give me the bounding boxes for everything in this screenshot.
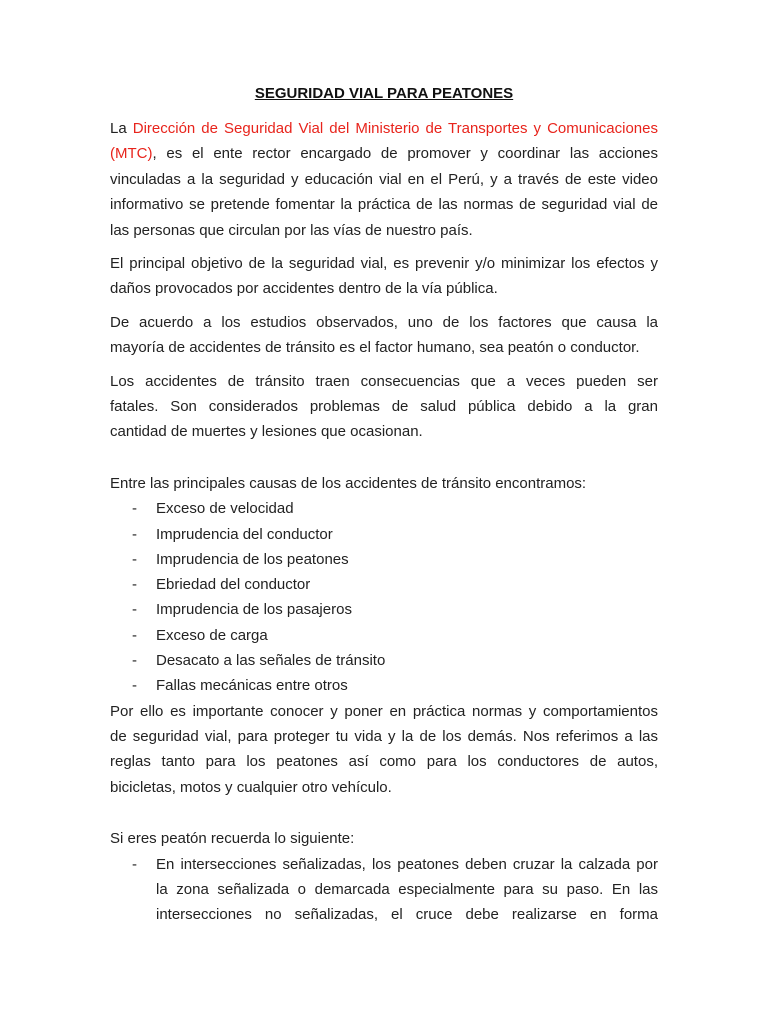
paragraph-studies <box>110 310 658 361</box>
list-item-text: Fallas mecánicas entre otros <box>156 677 348 695</box>
list-item-text: Imprudencia de los peatones <box>156 550 349 568</box>
paragraph-objective <box>110 251 658 302</box>
list-item <box>110 673 658 698</box>
paragraph-line: informativo se pretende fomentar la práctica de las normas de seguridad vial de <box>110 196 658 214</box>
bullet-dash: - <box>132 576 137 594</box>
document-title: SEGURIDAD VIAL PARA PEATONES <box>254 85 514 102</box>
bullet-dash: - <box>132 626 137 644</box>
list-item <box>110 572 658 597</box>
paragraph-line: bicicletas, motos y cualquier otro vehículo. <box>110 778 392 796</box>
paragraph-importance <box>110 699 658 801</box>
pedestrian-intro: Si eres peatón recuerda lo siguiente: <box>110 830 355 848</box>
list-item-line: En intersecciones señalizadas, los peatones deben cruzar la calzada por <box>156 855 658 873</box>
paragraph-line: reglas tanto para los peatones así como para los conductores de autos, <box>110 753 658 771</box>
highlighted-text: (MTC) <box>110 145 153 163</box>
highlighted-text: Dirección de Seguridad Vial del Ministerio de Transportes y Comunicaciones <box>132 120 658 137</box>
paragraph-line: las personas que circulan por las vías de nuestro país. <box>110 221 473 239</box>
body-text: , es el ente rector encargado de promover y coordinar las acciones <box>152 145 658 163</box>
paragraph-line: cantidad de muertes y lesiones que ocasionan. <box>110 423 423 441</box>
paragraph-line: daños provocados por accidentes dentro de la vía pública. <box>110 280 498 298</box>
paragraph-line: De acuerdo a los estudios observados, uno de los factores que causa la <box>110 313 658 331</box>
causes-intro: Entre las principales causas de los accidentes de tránsito encontramos: <box>110 474 587 492</box>
bullet-dash: - <box>132 677 137 695</box>
bullet-dash: - <box>132 500 137 518</box>
paragraph-line: de seguridad vial, para proteger tu vida y la de los demás. Nos referimos a las <box>110 728 658 746</box>
list-item-text: Ebriedad del conductor <box>156 576 311 594</box>
spacer <box>110 453 658 471</box>
list-item <box>110 648 658 673</box>
lead-text: La <box>110 120 133 137</box>
list-item-text: Exceso de velocidad <box>156 500 294 518</box>
list-item <box>110 496 658 521</box>
list-item-text: Desacato a las señales de tránsito <box>156 652 386 670</box>
bullet-dash: - <box>132 525 137 543</box>
list-item-text: Exceso de carga <box>156 626 268 644</box>
paragraph-line: vinculadas a la seguridad y educación vial en el Perú, y a través de este video <box>110 170 658 188</box>
list-item-text: Imprudencia del conductor <box>156 525 333 543</box>
causes-list <box>110 496 658 698</box>
paragraph-line: mayoría de accidentes de tránsito es el factor humano, sea peatón o conductor. <box>110 339 640 357</box>
bullet-dash: - <box>132 652 137 670</box>
list-item <box>110 522 658 547</box>
list-item <box>110 852 658 928</box>
paragraph-line: Los accidentes de tránsito traen consecuencias que a veces pueden ser <box>110 372 658 390</box>
paragraph-line <box>110 141 658 166</box>
bullet-dash: - <box>132 550 137 568</box>
list-item <box>110 597 658 622</box>
paragraph-consequences <box>110 369 658 445</box>
paragraph-line <box>110 116 658 141</box>
pedestrian-list <box>110 852 658 928</box>
bullet-dash: - <box>132 601 137 619</box>
paragraph-line: fatales. Son considerados problemas de salud pública debido a la gran <box>110 398 658 416</box>
paragraph-line: Por ello es importante conocer y poner en práctica normas y comportamientos <box>110 702 658 720</box>
list-item <box>110 623 658 648</box>
spacer <box>110 808 658 826</box>
paragraph-line: El principal objetivo de la seguridad vial, es prevenir y/o minimizar los efectos y <box>110 255 658 273</box>
bullet-dash: - <box>132 855 137 873</box>
list-item-text: Imprudencia de los pasajeros <box>156 601 352 619</box>
list-item-line: intersecciones no señalizadas, el cruce debe realizarse en forma <box>156 906 658 924</box>
paragraph-intro <box>110 116 658 243</box>
list-item <box>110 547 658 572</box>
list-item-line: la zona señalizada o demarcada especialmente para su paso. En las <box>156 880 658 898</box>
